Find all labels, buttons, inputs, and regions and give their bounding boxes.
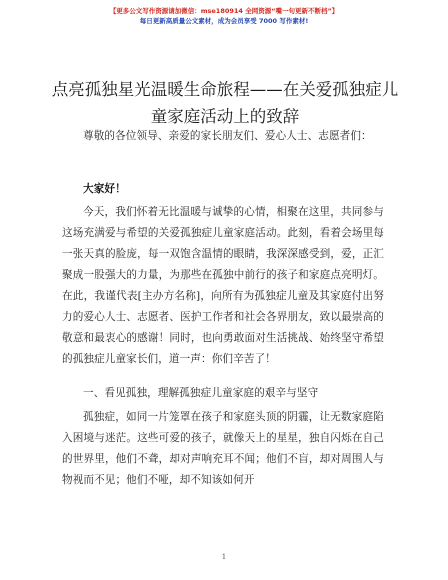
paragraph-section-one: 孤独症，如同一片笼罩在孩子和家庭头顶的阴霾，让无数家庭陷入困境与迷茫。这些可爱的孩子，就像天上的星星，独自闪烁在自己的世界里，他们不聋，却对声响充耳不闻；他们不盲，却对周围人与物视而不见；他们不哑，却不知该如何开: [62, 411, 384, 486]
promo-subline: 每日更新高质量公文素材，成为会员享受 7000 写作素材!: [139, 17, 309, 25]
promo-banner-line: 【更多公文写作资源请加微信：mse180914 全网资源“嘴一句更新不断档”】: [109, 7, 339, 15]
salutation: 尊敬的各位领导、亲爱的家长朋友们、爱心人士、志愿者们：: [83, 130, 372, 142]
document-title: 点亮孤独星光温暖生命旅程——在关爱孤独症儿童家庭活动上的致辞: [51, 80, 399, 126]
page-number: 1: [221, 553, 227, 561]
section-heading: 一、看见孤独，理解孤独症儿童家庭的艰辛与坚守: [83, 387, 319, 399]
greeting: 大家好！: [83, 183, 126, 195]
paragraph-opening: 今天，我们怀着无比温暖与诚挚的心情，相聚在这里，共同参与这场充满爱与希望的关爱孤独症儿童家庭活动。此刻，看着会场里每一张天真的脸庞，每一双饱含温情的眼睛，我深深感受到，爱，正汇聚成一股强大的力量，为那些在孤独中前行的孩子和家庭点亮明灯。在此，我谨代表[主办方名称]，向所有为孤独症儿童及其家庭付出努力的爱心人士、志愿者、医护工作者和社会各界朋友，致以最崇高的敬意和最衷心的感谢！同时，也向勇敢面对生活挑战、始终坚守希望的孤独症儿童家长们，道一声：你们辛苦了！: [62, 206, 384, 365]
